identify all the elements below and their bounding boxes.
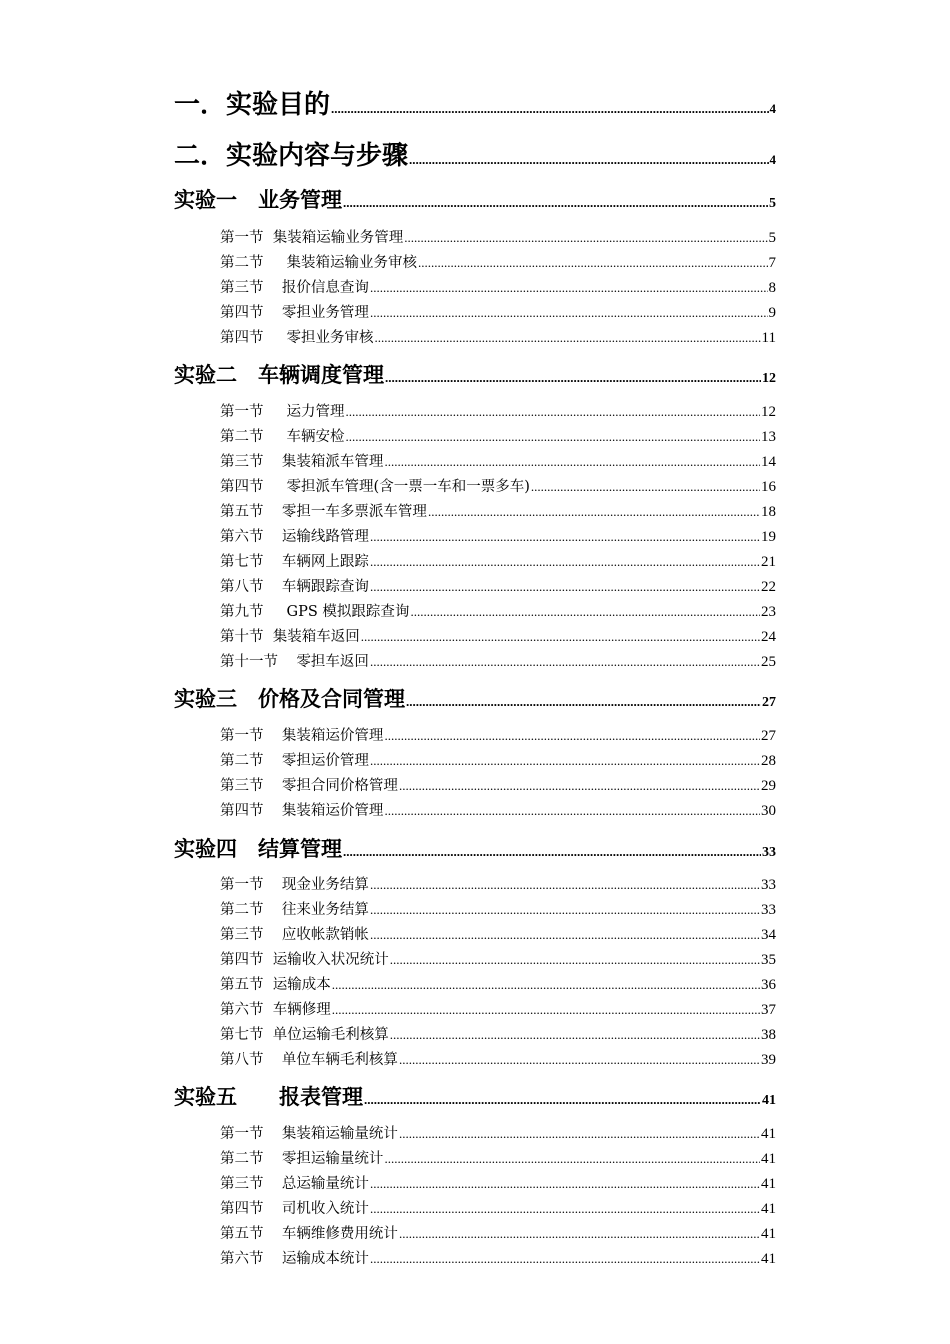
toc-page-number: 29 (761, 778, 776, 794)
toc-dot-leader (332, 1002, 760, 1018)
toc-entry-section[interactable] (220, 251, 776, 272)
toc-page-number: 4 (769, 101, 776, 116)
toc-entry-title: 第十节 集装箱车返回 (220, 629, 360, 645)
toc-page-number: 41 (762, 1093, 776, 1108)
toc-entry-title: 第七节 单位运输毛利核算 (220, 1027, 389, 1043)
toc-dot-leader (332, 977, 760, 993)
toc-page-number: 4 (769, 152, 776, 167)
toc-entry-title: 第九节 GPS 模拟跟踪查询 (220, 604, 410, 620)
toc-entry-section[interactable] (220, 450, 776, 471)
toc-dot-leader (346, 429, 760, 445)
toc-page-number: 21 (761, 554, 776, 570)
toc-entry-title: 第二节 零担运价管理 (220, 753, 369, 769)
toc-entry-title: 第三节 总运输量统计 (220, 1176, 369, 1192)
toc-dot-leader (370, 902, 760, 918)
toc-dot-leader (404, 230, 767, 246)
toc-page-number: 38 (761, 1027, 776, 1043)
toc-dot-leader (428, 504, 760, 520)
toc-entry-chapter[interactable] (174, 184, 776, 214)
toc-entry-section[interactable] (220, 724, 776, 745)
toc-dot-leader (385, 370, 761, 386)
toc-entry-section[interactable] (220, 400, 776, 421)
toc-entry-section[interactable] (220, 774, 776, 795)
toc-entry-section[interactable] (220, 525, 776, 546)
toc-page-number: 14 (761, 454, 776, 470)
toc-entry-title: 实验四 结算管理 (174, 837, 342, 861)
toc-entry-title: 第二节 集装箱运输业务审核 (220, 255, 418, 271)
toc-page-number: 35 (761, 952, 776, 968)
toc-entry-section[interactable] (220, 898, 776, 919)
toc-dot-leader (361, 629, 760, 645)
toc-entry-title: 二．实验内容与步骤 (174, 141, 409, 171)
toc-page-number: 41 (761, 1151, 776, 1167)
toc-entry-section[interactable] (220, 650, 776, 671)
toc-dot-leader (399, 1126, 760, 1142)
toc-dot-leader (331, 101, 768, 117)
toc-entry-title: 第六节 运输线路管理 (220, 529, 369, 545)
toc-entry-title: 第十一节 零担车返回 (220, 654, 369, 670)
toc-entry-section[interactable] (220, 749, 776, 770)
toc-dot-leader (343, 195, 768, 211)
toc-entry-heading[interactable] (174, 84, 776, 121)
toc-entry-title: 第三节 应收帐款销帐 (220, 927, 369, 943)
toc-entry-title: 第二节 往来业务结算 (220, 902, 369, 918)
toc-page-number: 33 (761, 877, 776, 893)
toc-entry-chapter[interactable] (174, 359, 776, 389)
toc-entry-section[interactable] (220, 475, 776, 496)
toc-entry-section[interactable] (220, 226, 776, 247)
toc-page-number: 37 (761, 1002, 776, 1018)
toc-page-number: 12 (761, 404, 776, 420)
toc-page-number: 33 (762, 845, 776, 860)
toc-entry-title: 实验二 车辆调度管理 (174, 363, 384, 387)
toc-page-number: 9 (768, 305, 776, 321)
toc-page-number: 25 (761, 654, 776, 670)
toc-entry-title: 第三节 报价信息查询 (220, 280, 369, 296)
toc-page-number: 7 (768, 255, 776, 271)
toc-page-number: 18 (761, 504, 776, 520)
toc-dot-leader (531, 479, 760, 495)
toc-dot-leader (370, 654, 760, 670)
toc-page-number: 27 (762, 695, 776, 710)
toc-entry-heading[interactable] (174, 135, 776, 172)
toc-dot-leader (370, 877, 760, 893)
toc-entry-title: 第五节 运输成本 (220, 977, 331, 993)
toc-entry-title: 第四节 零担业务管理 (220, 305, 369, 321)
toc-entry-title: 第六节 运输成本统计 (220, 1251, 369, 1267)
toc-dot-leader (370, 280, 768, 296)
toc-dot-leader (384, 803, 760, 819)
toc-dot-leader (410, 604, 760, 620)
toc-entry-title: 第四节 运输收入状况统计 (220, 952, 389, 968)
toc-page-number: 11 (761, 330, 776, 346)
toc-page-number: 39 (761, 1052, 776, 1068)
toc-entry-section[interactable] (220, 276, 776, 297)
toc-entry-title: 第二节 车辆安检 (220, 429, 345, 445)
toc-page-number: 34 (761, 927, 776, 943)
toc-entry-section[interactable] (220, 1222, 776, 1243)
toc-entry-title: 第一节 现金业务结算 (220, 877, 369, 893)
toc-entry-title: 第一节 运力管理 (220, 404, 345, 420)
toc-entry-section[interactable] (220, 948, 776, 969)
toc-page-number: 41 (761, 1176, 776, 1192)
toc-entry-section[interactable] (220, 1197, 776, 1218)
toc-dot-leader (384, 1151, 760, 1167)
toc-dot-leader (390, 1027, 760, 1043)
toc-page-number: 24 (761, 629, 776, 645)
toc-entry-section[interactable] (220, 326, 776, 347)
toc-entry-title: 第一节 集装箱运价管理 (220, 728, 384, 744)
toc-dot-leader (384, 454, 760, 470)
toc-entry-title: 第五节 零担一车多票派车管理 (220, 504, 427, 520)
toc-dot-leader (370, 579, 760, 595)
toc-entry-title: 第三节 集装箱派车管理 (220, 454, 384, 470)
toc-dot-leader (370, 305, 768, 321)
toc-dot-leader (399, 778, 760, 794)
toc-entry-section[interactable] (220, 873, 776, 894)
toc-dot-leader (370, 1251, 760, 1267)
toc-entry-section[interactable] (220, 500, 776, 521)
toc-dot-leader (406, 694, 761, 710)
toc-entry-title: 第四节 零担派车管理(含一票一车和一票多车) (220, 479, 530, 495)
toc-page-number: 13 (761, 429, 776, 445)
toc-entry-section[interactable] (220, 575, 776, 596)
toc-dot-leader (370, 1201, 760, 1217)
toc-page-number: 30 (761, 803, 776, 819)
toc-entry-section[interactable] (220, 625, 776, 646)
toc-page-number: 41 (761, 1251, 776, 1267)
toc-entry-chapter[interactable] (174, 833, 776, 863)
toc-page-number: 8 (768, 280, 776, 296)
toc-entry-section[interactable] (220, 550, 776, 571)
toc-entry-section[interactable] (220, 600, 776, 621)
toc-dot-leader (370, 1176, 760, 1192)
toc-dot-leader (418, 255, 767, 271)
toc-entry-title: 第四节 司机收入统计 (220, 1201, 369, 1217)
toc-entry-title: 实验一 业务管理 (174, 188, 342, 212)
toc-entry-section[interactable] (220, 425, 776, 446)
toc-entry-title: 第一节 集装箱运输业务管理 (220, 230, 404, 246)
toc-dot-leader (375, 330, 761, 346)
toc-entry-title: 第八节 单位车辆毛利核算 (220, 1052, 398, 1068)
toc-page-number: 5 (769, 196, 776, 211)
toc-entry-section[interactable] (220, 799, 776, 820)
toc-entry-title: 第二节 零担运输量统计 (220, 1151, 384, 1167)
toc-entry-title: 实验五 报表管理 (174, 1085, 363, 1109)
toc-dot-leader (370, 554, 760, 570)
toc-dot-leader (370, 529, 760, 545)
toc-page-number: 22 (761, 579, 776, 595)
toc-entry-section[interactable] (220, 1147, 776, 1168)
toc-dot-leader (384, 728, 760, 744)
toc-entry-chapter[interactable] (174, 1081, 776, 1111)
toc-entry-section[interactable] (220, 1048, 776, 1069)
toc-entry-title: 第一节 集装箱运输量统计 (220, 1126, 398, 1142)
toc-entry-title: 第七节 车辆网上跟踪 (220, 554, 369, 570)
toc-page-number: 28 (761, 753, 776, 769)
toc-dot-leader (399, 1052, 760, 1068)
toc-page-number: 23 (761, 604, 776, 620)
toc-entry-title: 第四节 零担业务审核 (220, 330, 374, 346)
toc-page-number: 41 (761, 1226, 776, 1242)
toc-entry-title: 一．实验目的 (174, 90, 331, 120)
toc-entry-section[interactable] (220, 1122, 776, 1143)
toc-entry-section[interactable] (220, 923, 776, 944)
toc-entry-section[interactable] (220, 1023, 776, 1044)
toc-page-number: 33 (761, 902, 776, 918)
toc-dot-leader (346, 404, 760, 420)
toc-dot-leader (370, 927, 760, 943)
toc-entry-title: 实验三 价格及合同管理 (174, 687, 405, 711)
toc-entry-chapter[interactable] (174, 683, 776, 713)
toc-page-number: 36 (761, 977, 776, 993)
toc-entry-title: 第八节 车辆跟踪查询 (220, 579, 369, 595)
toc-dot-leader (364, 1092, 761, 1108)
toc-entry-title: 第四节 集装箱运价管理 (220, 803, 384, 819)
toc-dot-leader (409, 152, 768, 168)
toc-page-number: 19 (761, 529, 776, 545)
toc-entry-section[interactable] (220, 301, 776, 322)
toc-entry-title: 第五节 车辆维修费用统计 (220, 1226, 398, 1242)
toc-entry-section[interactable] (220, 1172, 776, 1193)
toc-dot-leader (343, 844, 761, 860)
toc-dot-leader (399, 1226, 760, 1242)
toc-entry-section[interactable] (220, 973, 776, 994)
toc-entry-title: 第六节 车辆修理 (220, 1002, 331, 1018)
toc-dot-leader (390, 952, 760, 968)
toc-entry-section[interactable] (220, 1247, 776, 1268)
toc-page-number: 5 (768, 230, 776, 246)
toc-page-number: 41 (761, 1201, 776, 1217)
toc-page-number: 41 (761, 1126, 776, 1142)
toc-entry-section[interactable] (220, 998, 776, 1019)
toc-page-number: 27 (761, 728, 776, 744)
toc-entry-title: 第三节 零担合同价格管理 (220, 778, 398, 794)
toc-dot-leader (370, 753, 760, 769)
toc-page-number: 12 (762, 371, 776, 386)
toc-page-number: 16 (761, 479, 776, 495)
